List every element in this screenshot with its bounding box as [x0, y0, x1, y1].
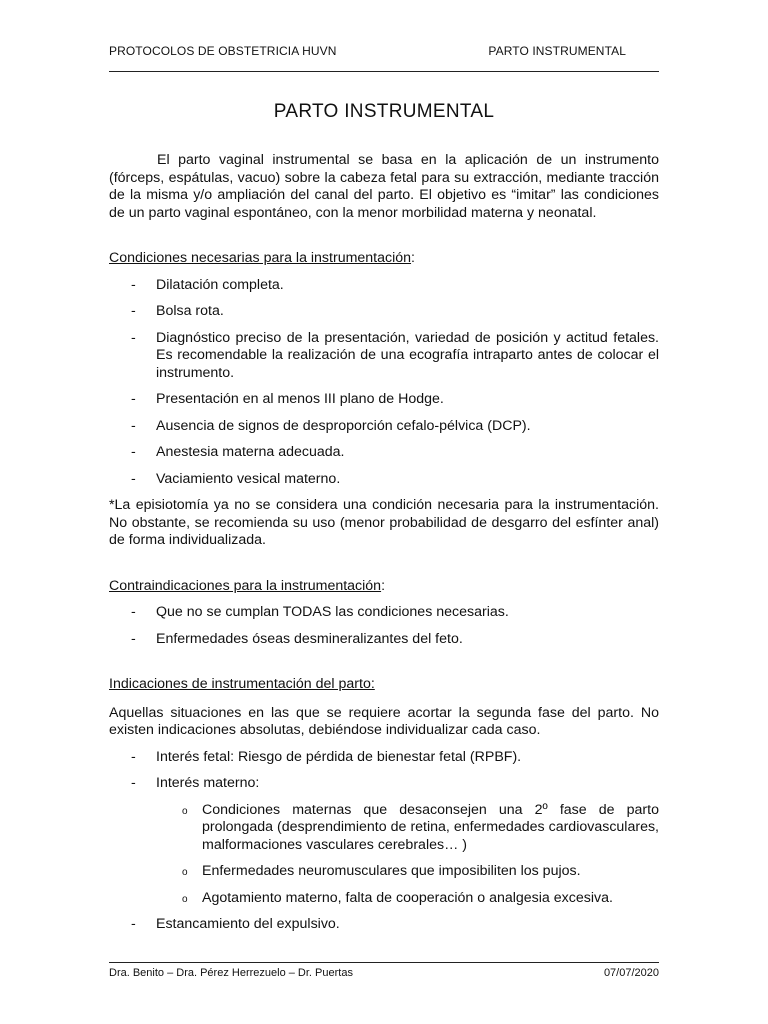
indications-list [109, 749, 659, 934]
list-item [109, 418, 659, 436]
dash-marker: - [131, 748, 136, 765]
footer-date: 07/07/2020 [603, 967, 659, 979]
list-item-text: Ausencia de signos de desproporción cefalo-pélvica (DCP). [156, 417, 531, 434]
list-item-text: Enfermedades óseas desmineralizantes del feto. [156, 630, 463, 647]
conditions-heading-colon: : [411, 250, 415, 266]
maternal-sublist [109, 802, 659, 908]
intro-paragraph: El parto vaginal instrumental se basa en la aplicación de un instrumento (fórceps, espátulas, vacuo) sobre la cabeza fetal para su extracción, mediante tracción de la misma y/o ampliación del canal del parto. El objetivo es “imitar” las condiciones de un parto vaginal espontáneo, con la menor morbilidad materna y neonatal. [109, 152, 659, 221]
episiotomy-note: *La episiotomía ya no se considera una condición necesaria para la instrumentación. No obstante, se recomienda su uso (menor probabilidad de desgarro del esfínter anal) de forma individualizada. [109, 497, 659, 548]
dash-marker: - [131, 276, 136, 293]
sub-list-item-text: Agotamiento materno, falta de cooperación o analgesia excesiva. [202, 889, 613, 906]
dash-marker: - [131, 630, 136, 647]
list-item [109, 303, 659, 321]
document-body [109, 152, 659, 934]
sub-list-item-text: Condiciones maternas que desaconsejen una 2º fase de parto prolongada (desprendimiento de retina, enfermedades cardiovasculares, malformaciones vasculares cerebrales… ) [202, 801, 659, 853]
dash-marker: - [131, 604, 136, 620]
circle-bullet-icon: o [182, 805, 188, 817]
list-item [109, 444, 659, 462]
conditions-list [109, 277, 659, 489]
contraindications-heading [109, 578, 659, 596]
page-title: PARTO INSTRUMENTAL [273, 101, 495, 122]
list-item-text: Estancamiento del expulsivo. [156, 916, 340, 932]
contraindications-heading-text: Contraindicaciones para la instrumentación [109, 577, 382, 594]
list-item [109, 631, 659, 649]
dash-marker: - [131, 417, 136, 434]
footer-rule [109, 962, 659, 963]
dash-marker: - [131, 916, 136, 932]
header-left: PROTOCOLOS DE OBSTETRICIA HUVN [109, 44, 337, 58]
sub-list-item [109, 863, 659, 881]
list-item [109, 330, 659, 383]
header-rule [109, 71, 659, 72]
list-item [109, 471, 659, 489]
circle-bullet-icon: o [182, 893, 188, 905]
dash-marker: - [131, 444, 136, 460]
indications-heading [109, 676, 659, 694]
dash-marker: - [131, 329, 136, 346]
list-item [109, 749, 659, 767]
dash-marker: - [131, 391, 136, 407]
list-item-text: Vaciamiento vesical materno. [156, 470, 341, 487]
conditions-heading-text: Condiciones necesarias para la instrumentación [109, 250, 412, 266]
list-item-text: Bolsa rota. [156, 303, 224, 319]
list-item [109, 775, 659, 907]
sub-list-item-text: Enfermedades neuromusculares que imposibiliten los pujos. [202, 863, 581, 879]
header-right: PARTO INSTRUMENTAL [488, 44, 626, 58]
circle-bullet-icon: o [182, 867, 188, 878]
list-item-text: Que no se cumplan TODAS las condiciones necesarias. [156, 604, 509, 620]
list-item-text: Dilatación completa. [156, 276, 284, 293]
sub-list-item [109, 890, 659, 908]
list-item [109, 916, 659, 934]
sub-list-item [109, 802, 659, 855]
footer-authors: Dra. Benito – Dra. Pérez Herrezuelo – Dr. Puertas [109, 967, 353, 979]
dash-marker: - [131, 470, 136, 487]
list-item-text: Presentación en al menos III plano de Hodge. [156, 391, 444, 407]
list-item [109, 391, 659, 409]
list-item-text: Diagnóstico preciso de la presentación, variedad de posición y actitud fetales. Es recomendable la realización de una ecografía intraparto antes de colocar el instrumento. [156, 329, 659, 381]
conditions-heading [109, 250, 659, 268]
list-item-text: Interés materno: [156, 775, 260, 791]
dash-marker: - [131, 775, 136, 791]
list-item-text: Interés fetal: Riesgo de pérdida de bienestar fetal (RPBF). [156, 748, 522, 765]
list-item [109, 604, 659, 622]
dash-marker: - [131, 303, 136, 319]
list-item-text: Anestesia materna adecuada. [156, 444, 345, 460]
contraindications-heading-colon: : [381, 577, 386, 594]
contraindications-list [109, 604, 659, 648]
list-item [109, 277, 659, 295]
indications-heading-text: Indicaciones de instrumentación del parto: [109, 676, 375, 692]
indications-intro: Aquellas situaciones en las que se requiere acortar la segunda fase del parto. No existen indicaciones absolutas, debiéndose individualizar cada caso. [109, 704, 659, 738]
